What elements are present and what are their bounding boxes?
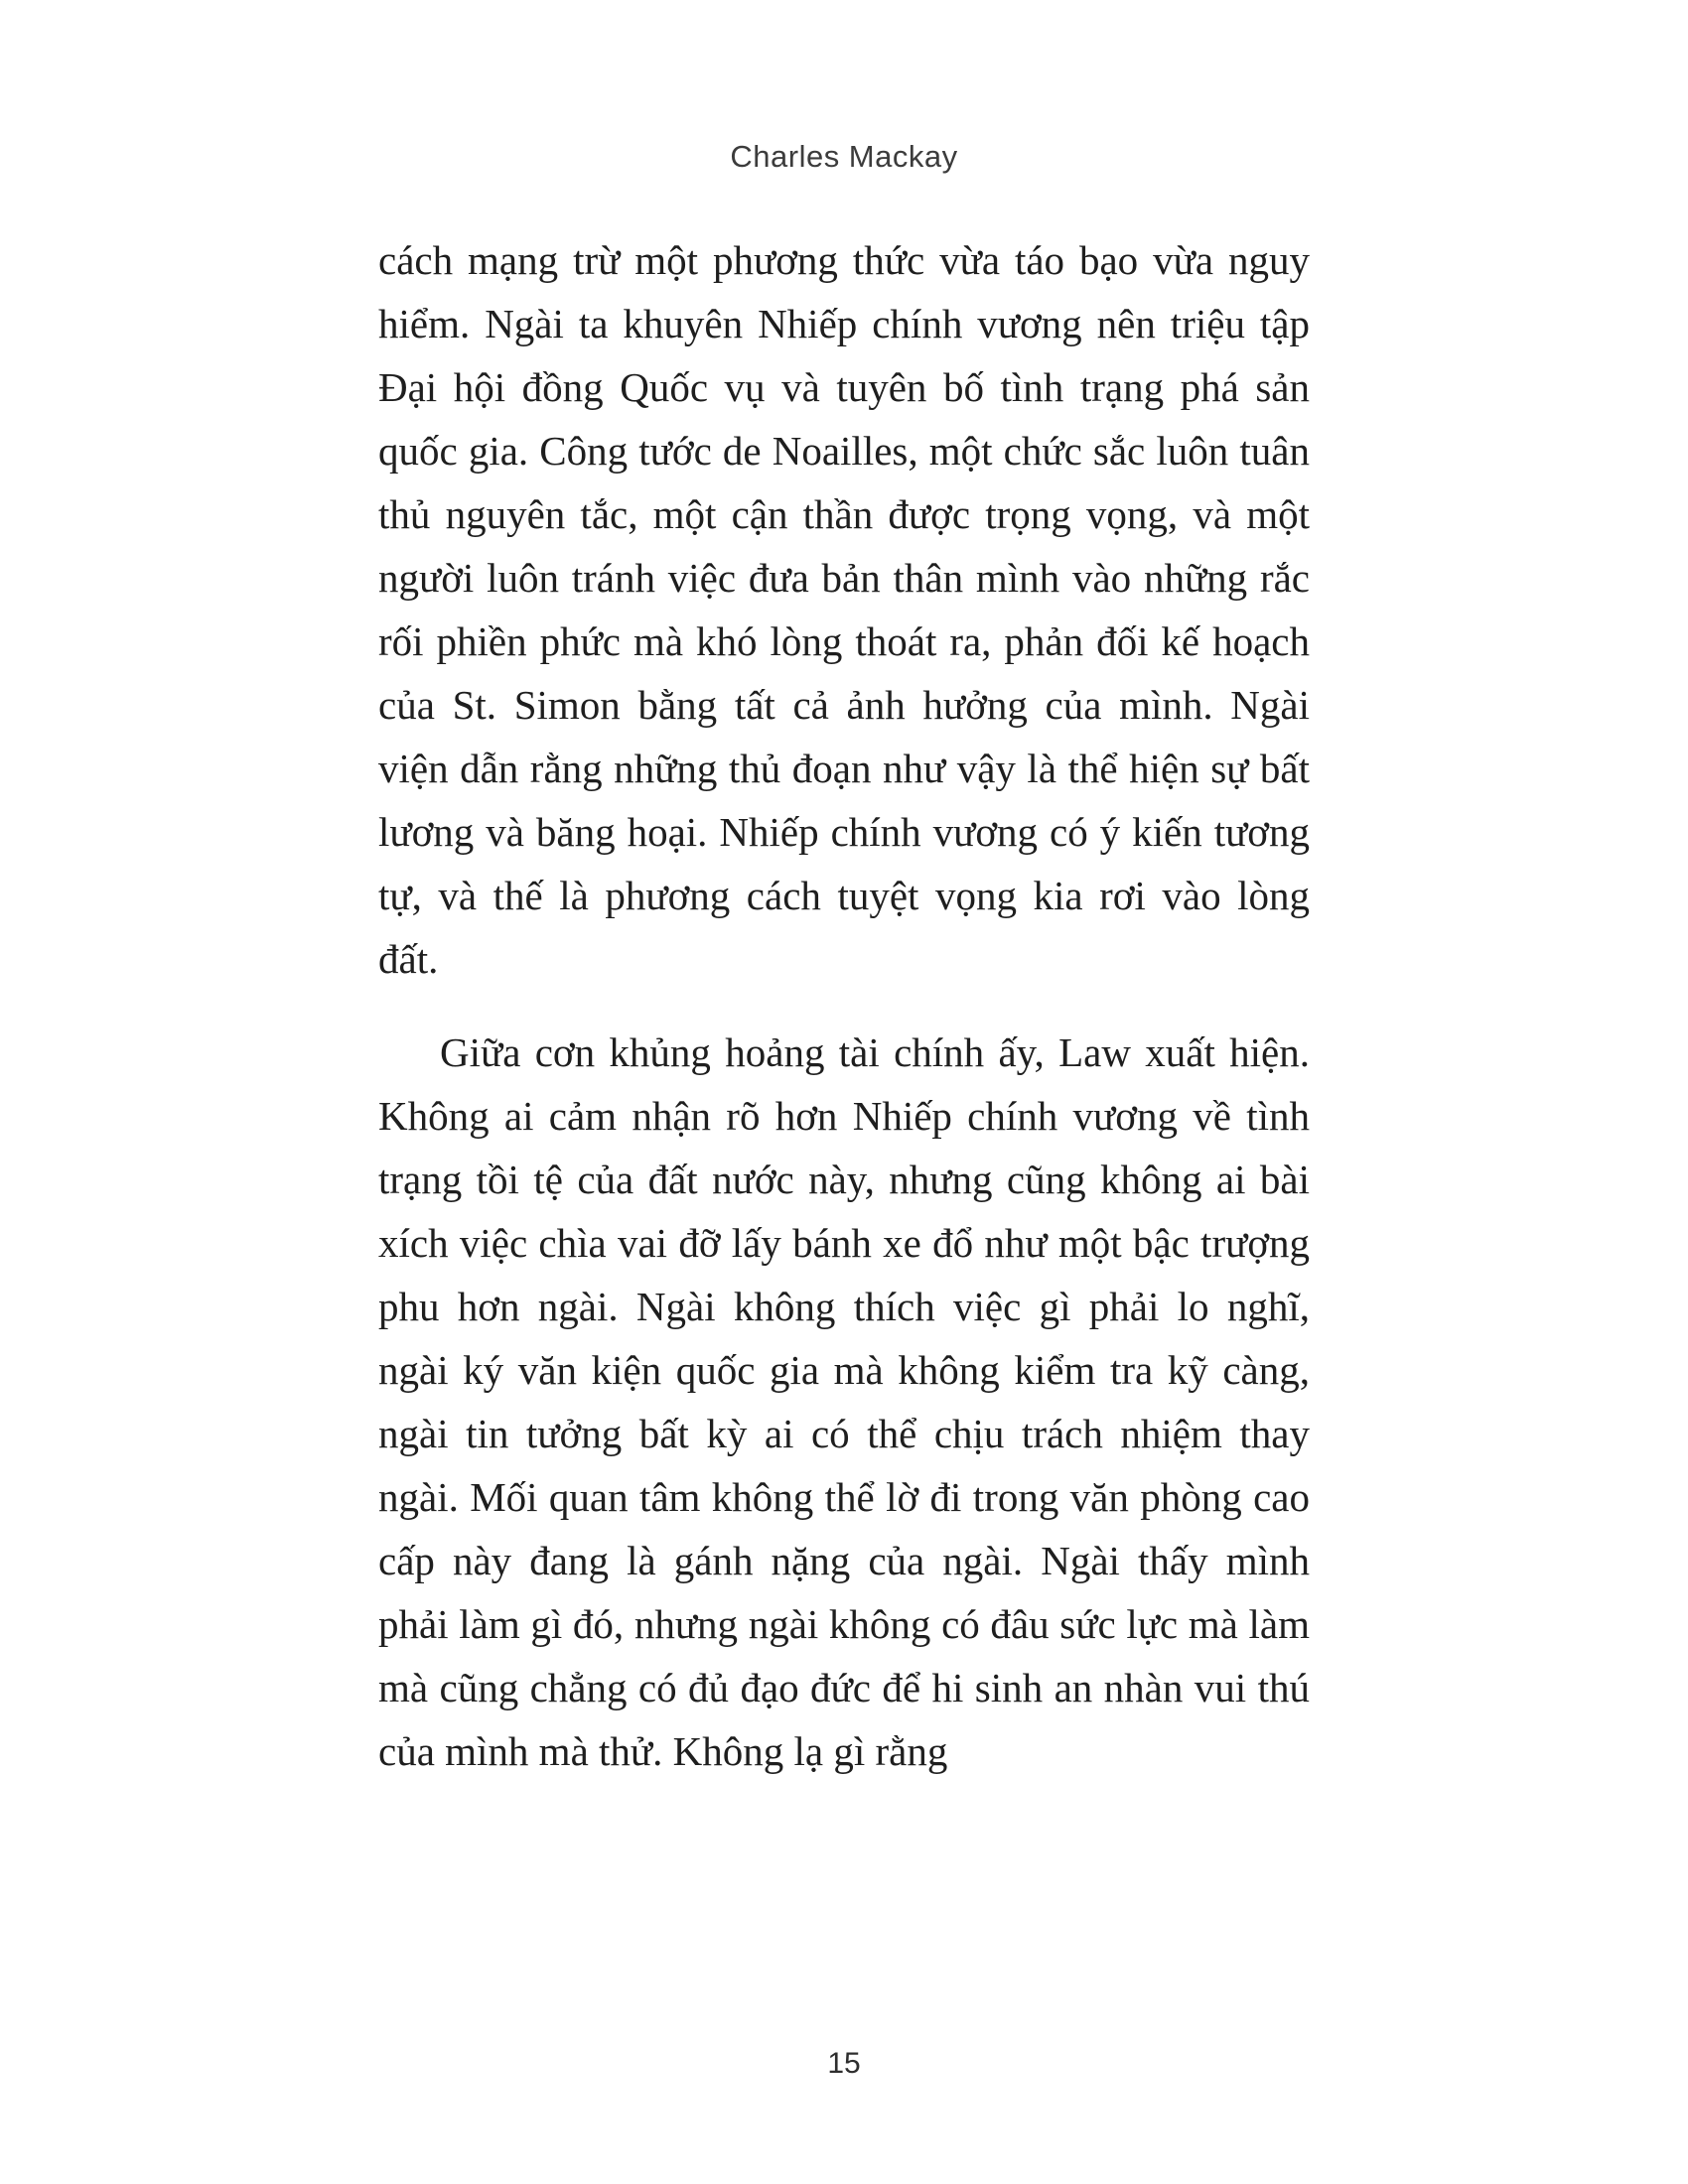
- paragraph: Giữa cơn khủng hoảng tài chính ấy, Law xuất hiện. Không ai cảm nhận rõ hơn Nhiếp chính vương về tình trạng tồi tệ của đất nước này, nhưng cũng không ai bài xích việc chìa vai đỡ lấy bánh xe đổ như một bậc trượng phu hơn ngài. Ngài không thích việc gì phải lo nghĩ, ngài ký văn kiện quốc gia mà không kiểm tra kỹ càng, ngài tin tưởng bất kỳ ai có thể chịu trách nhiệm thay ngài. Mối quan tâm không thể lờ đi trong văn phòng cao cấp này đang là gánh nặng của ngài. Ngài thấy mình phải làm gì đó, nhưng ngài không có đâu sức lực mà làm mà cũng chẳng có đủ đạo đức để hi sinh an nhàn vui thú của mình mà thử. Không lạ gì rằng: [378, 1029, 1310, 1774]
- running-header: Charles Mackay: [730, 139, 958, 174]
- body-text: [378, 228, 1310, 1783]
- page-number: 15: [827, 2047, 861, 2080]
- paragraph: cách mạng trừ một phương thức vừa táo bạo vừa nguy hiểm. Ngài ta khuyên Nhiếp chính vương nên triệu tập Đại hội đồng Quốc vụ và tuyên bố tình trạng phá sản quốc gia. Công tước de Noailles, một chức sắc luôn tuân thủ nguyên tắc, một cận thần được trọng vọng, và một người luôn tránh việc đưa bản thân mình vào những rắc rối phiền phức mà khó lòng thoát ra, phản đối kế hoạch của St. Simon bằng tất cả ảnh hưởng của mình. Ngài viện dẫn rằng những thủ đoạn như vậy là thể hiện sự bất lương và băng hoại. Nhiếp chính vương có ý kiến tương tự, và thế là phương cách tuyệt vọng kia rơi vào lòng đất.: [378, 237, 1310, 982]
